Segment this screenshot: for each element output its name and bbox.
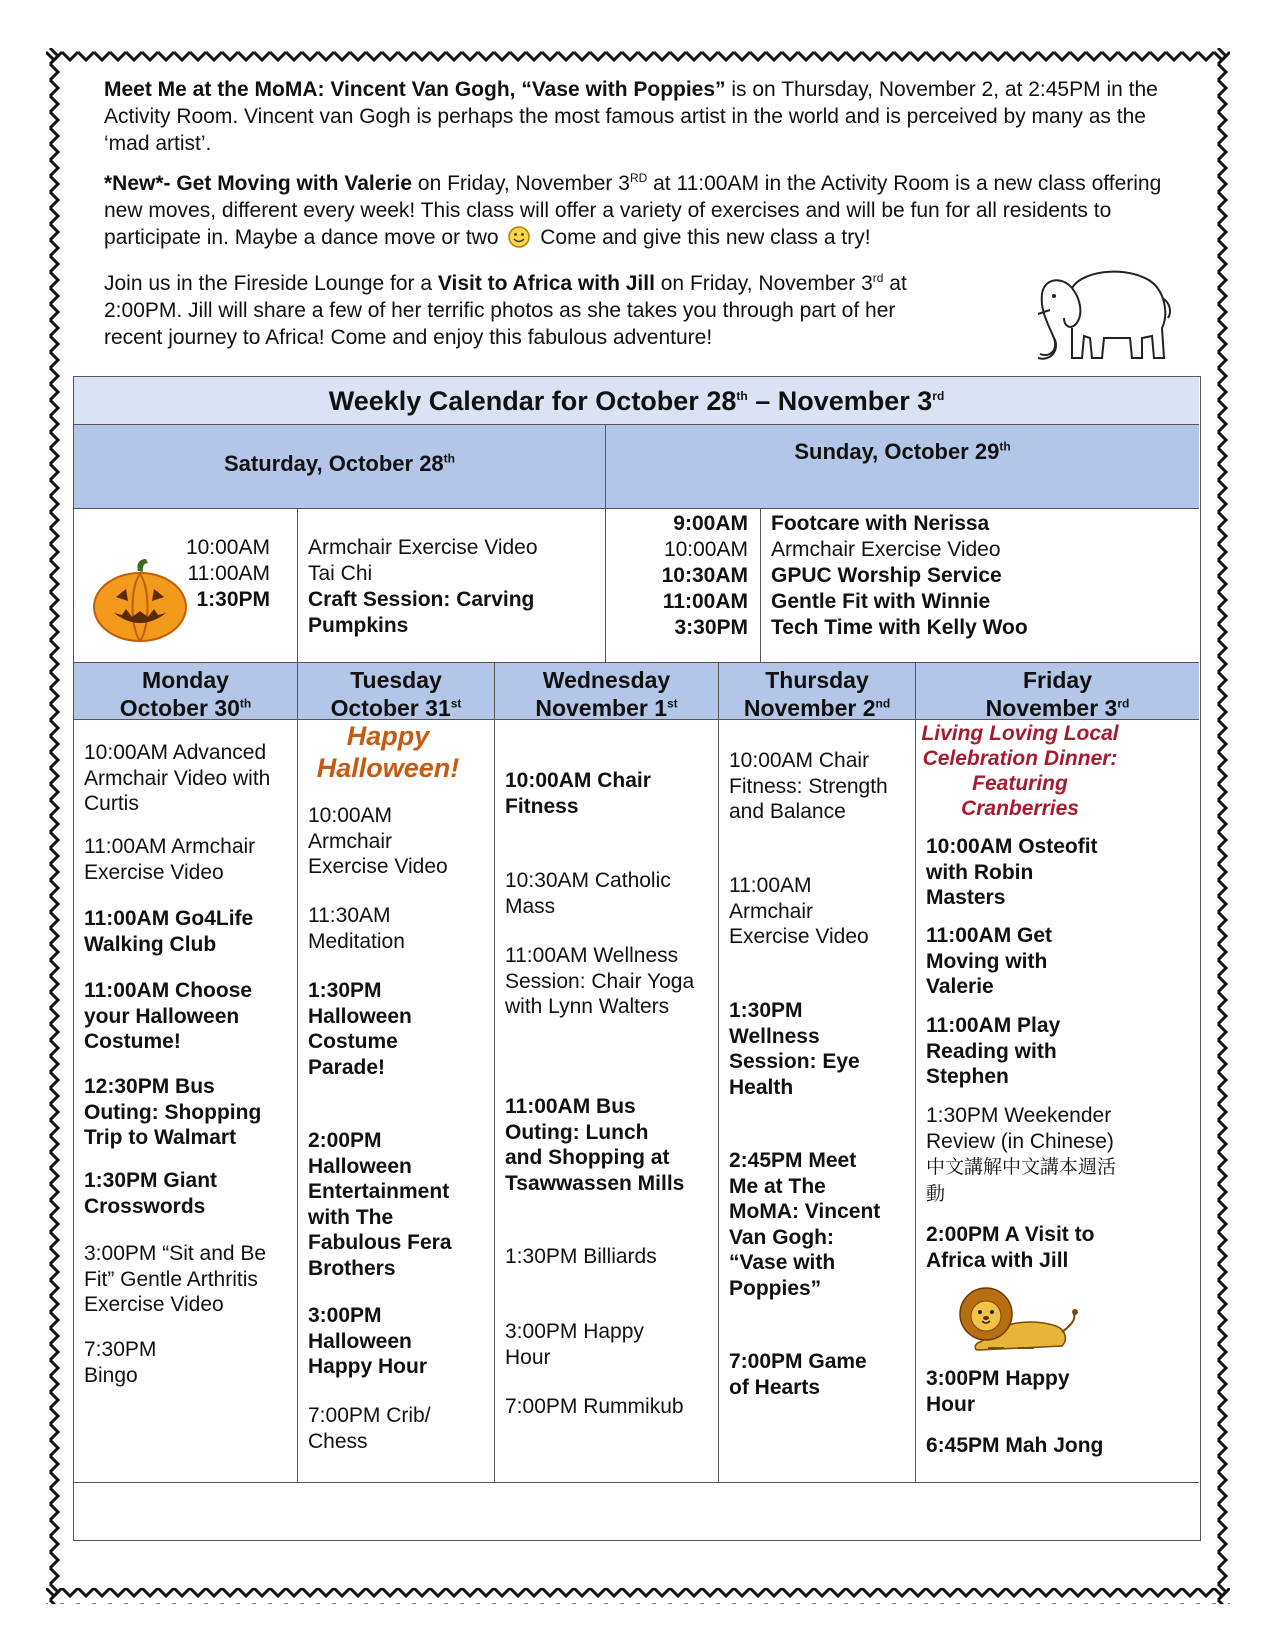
list-item: 3:00PM “Sit and Be Fit” Gentle Arthritis Exercise Video — [84, 1242, 267, 1316]
list-item: 2:45PM Meet Me at The MoMA: Vincent Van Gogh: “Vase with Poppies” — [729, 1149, 881, 1300]
list-item: 1:30PM Giant Crosswords — [84, 1169, 218, 1218]
friday-header — [916, 663, 1199, 720]
monday-sup: th — [239, 696, 252, 711]
list-item: 1:30PM Billiards — [505, 1245, 657, 1268]
list-item: 11:00AM Wellness Session: Chair Yoga with Lynn Walters — [505, 944, 695, 1018]
dinner-banner: Living Loving Local Celebration Dinner: Featuring Cranberries — [921, 722, 1119, 820]
list-item: 11:00AM Get Moving with Valerie — [926, 924, 1053, 998]
monday-date-text: October 30 — [119, 695, 240, 721]
monday-column — [74, 720, 298, 1483]
halloween-banner — [298, 720, 478, 784]
tuesday-date — [298, 694, 494, 722]
valerie-announcement — [104, 170, 1184, 251]
monday-date — [74, 694, 297, 722]
sunday-times-cell — [606, 509, 761, 663]
tuesday-sup: st — [450, 696, 462, 711]
list-item: 3:00PM Happy Hour — [926, 1367, 1070, 1416]
sunday-label — [606, 425, 1199, 465]
saturday-times-cell — [74, 509, 298, 663]
saturday-time: 11:00AM — [187, 562, 270, 585]
calendar-title-b: – November 3 — [747, 386, 933, 416]
sunday-times — [662, 511, 748, 641]
list-item: 10:00AM Osteofit with Robin Masters — [926, 835, 1098, 909]
saturday-activities-cell — [298, 509, 606, 663]
list-item: 10:30AM Catholic Mass — [505, 869, 671, 918]
sunday-activities — [771, 511, 1028, 641]
wednesday-date — [495, 694, 718, 722]
sunday-time: 10:30AM — [661, 564, 748, 587]
saturday-sup: th — [443, 451, 455, 466]
lion-icon — [958, 1280, 1078, 1360]
moma-title: Meet Me at the MoMA: Vincent Van Gogh, “Vase with Poppies” — [104, 78, 726, 101]
sunday-time: 10:00AM — [663, 538, 748, 561]
thursday-column — [719, 720, 916, 1483]
africa-line2: 2:00PM. Jill will share a few of her terrific photos as she takes you through part of her — [104, 299, 896, 322]
list-item: 3:00PM Happy Hour — [505, 1320, 644, 1369]
tuesday-date-text: October 31 — [330, 695, 451, 721]
friday-date — [916, 694, 1199, 722]
calendar-title-a: Weekly Calendar for October 28 — [328, 386, 737, 416]
saturday-label-text: Saturday, October 28 — [224, 451, 444, 476]
list-item: 11:00AM Bus Outing: Lunch and Shopping at Tsawwassen Mills — [505, 1095, 685, 1195]
smiley-icon — [508, 226, 530, 248]
calendar-title-sup2: rd — [932, 389, 945, 403]
africa-line3: recent journey to Africa! Come and enjoy this fabulous adventure! — [104, 326, 713, 349]
africa-line1-c: at — [883, 272, 907, 295]
wednesday-sup: st — [667, 696, 678, 711]
africa-line1-b: on Friday, November 3 — [654, 272, 873, 295]
saturday-header — [74, 425, 606, 509]
list-item: 7:30PM Bingo — [84, 1338, 157, 1387]
tuesday-day: Tuesday — [350, 667, 442, 693]
list-item: 1:30PM Weekender Review (in Chinese) — [926, 1104, 1114, 1153]
saturday-activity: Craft Session: Carving Pumpkins — [308, 588, 535, 637]
thursday-date — [719, 694, 915, 722]
monday-day: Monday — [142, 667, 229, 693]
thursday-header — [719, 663, 916, 720]
tuesday-header — [298, 663, 495, 720]
calendar-title-bar — [74, 377, 1199, 425]
friday-date-text: November 3 — [985, 695, 1118, 721]
pumpkin-icon — [90, 557, 190, 643]
thursday-sup: nd — [875, 696, 891, 711]
list-item: 10:00AM Chair Fitness — [505, 769, 651, 818]
sunday-header — [606, 425, 1199, 509]
list-item: 1:30PM Wellness Session: Eye Health — [729, 999, 860, 1099]
list-item: 11:00AM Armchair Exercise Video — [84, 835, 256, 884]
list-item — [926, 1154, 1126, 1207]
friday-column — [916, 720, 1199, 1483]
moma-body: is on Thursday, November 2, at 2:45PM in the Activity Room. Vincent van Gogh is perhaps the most famous artist in the world and is perceived by many as the ‘mad artist’. — [104, 78, 1158, 155]
list-item: 11:00AM Play Reading with Stephen — [926, 1014, 1061, 1088]
wednesday-day: Wednesday — [542, 667, 671, 693]
moma-announcement — [104, 76, 1164, 157]
elephant-icon — [1024, 258, 1174, 368]
saturday-label — [74, 425, 605, 477]
africa-line1-a: Join us in the Fireside Lounge for a — [104, 272, 438, 295]
list-item: 1:30PM Halloween Costume Parade! — [308, 979, 412, 1079]
sunday-label-text: Sunday, October 29 — [794, 439, 1000, 464]
sunday-activity: Tech Time with Kelly Woo — [771, 616, 1028, 639]
sunday-activity: Armchair Exercise Video — [771, 538, 1001, 561]
list-item: 2:00PM Halloween Entertainment with The Fabulous Fera Brothers — [308, 1129, 452, 1280]
friday-day: Friday — [1022, 667, 1093, 693]
list-item: 11:00AM Go4Life Walking Club — [84, 907, 254, 956]
sunday-time: 3:30PM — [674, 616, 748, 639]
list-item: 11:00AM Armchair Exercise Video — [729, 874, 869, 948]
valerie-sup: RD — [629, 171, 648, 185]
list-item: 11:00AM Choose your Halloween Costume! — [84, 979, 253, 1053]
saturday-time: 1:30PM — [196, 588, 270, 611]
weekly-calendar — [73, 376, 1201, 1541]
thursday-day: Thursday — [765, 667, 869, 693]
wednesday-date-text: November 1 — [535, 695, 667, 721]
sunday-time: 11:00AM — [662, 590, 748, 613]
list-item: 6:45PM Mah Jong — [926, 1434, 1104, 1457]
africa-line1-bold: Visit to Africa with Jill — [437, 272, 655, 295]
saturday-time: 10:00AM — [185, 536, 270, 559]
wednesday-header — [495, 663, 719, 720]
thursday-date-text: November 2 — [743, 695, 876, 721]
valerie-title: *New*- Get Moving with Valerie — [104, 172, 413, 195]
chinese-text: 中文講解中文講本週活動 — [926, 1156, 1117, 1205]
list-item: 10:00AM Armchair Exercise Video — [308, 804, 448, 878]
saturday-activity: Armchair Exercise Video — [308, 536, 538, 559]
valerie-body-b: at 11:00AM in the Activity Room is a new class offering new moves, different every week! This class will offer a variety of exercises and will be fun for all residents to participate in. Maybe a dance move or two — [104, 172, 1162, 249]
sunday-activities-cell — [761, 509, 1199, 663]
calendar-title — [74, 377, 1199, 425]
list-item: 7:00PM Crib/ Chess — [308, 1404, 431, 1453]
list-item: 10:00AM Advanced Armchair Video with Curtis — [84, 741, 271, 815]
valerie-body-a: on Friday, November 3 — [412, 172, 630, 195]
list-item: 12:30PM Bus Outing: Shopping Trip to Walmart — [84, 1075, 262, 1149]
list-item: 11:30AM Meditation — [308, 904, 405, 953]
valerie-body-c: Come and give this new class a try! — [534, 226, 871, 249]
saturday-activities — [308, 535, 598, 639]
calendar-title-sup1: th — [736, 389, 748, 403]
calendar-footer-row — [74, 1483, 1199, 1540]
list-item: 10:00AM Chair Fitness: Strength and Balance — [729, 749, 888, 823]
halloween-banner-line: Happy — [346, 721, 430, 751]
halloween-banner-line: Halloween! — [316, 753, 460, 783]
wednesday-column — [495, 720, 719, 1483]
list-item: 3:00PM Halloween Happy Hour — [308, 1304, 428, 1378]
list-item: 7:00PM Game of Hearts — [729, 1350, 867, 1399]
list-item: 7:00PM Rummikub — [505, 1395, 684, 1418]
sunday-activity: Gentle Fit with Winnie — [771, 590, 991, 613]
friday-sup: rd — [1117, 696, 1130, 711]
saturday-times — [186, 535, 270, 613]
saturday-activity: Tai Chi — [308, 562, 373, 585]
monday-header — [74, 663, 298, 720]
sunday-time: 9:00AM — [673, 512, 748, 535]
africa-sup: rd — [872, 271, 884, 285]
sunday-sup: th — [999, 439, 1011, 454]
list-item: 2:00PM A Visit to Africa with Jill — [926, 1223, 1095, 1272]
africa-announcement — [104, 270, 1004, 351]
sunday-activity: Footcare with Nerissa — [771, 512, 990, 535]
sunday-activity: GPUC Worship Service — [771, 564, 1002, 587]
tuesday-column — [298, 720, 495, 1483]
